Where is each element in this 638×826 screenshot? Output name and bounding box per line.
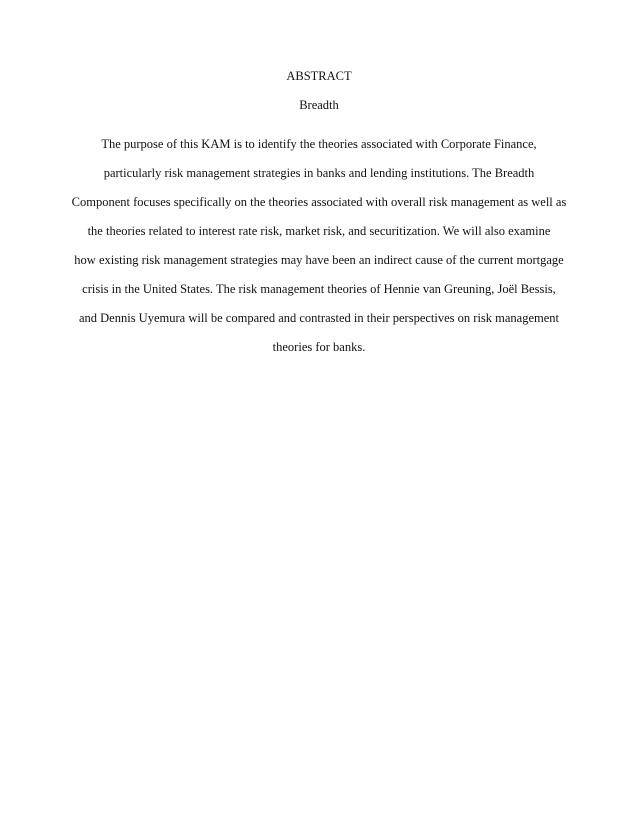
abstract-heading: ABSTRACT: [286, 69, 352, 83]
paragraph-line: particularly risk management strategies in banks and lending institutions. The Breadth: [103, 166, 535, 180]
paragraph-line: Component focuses specifically on the theories associated with overall risk management as well as: [71, 195, 567, 209]
breadth-subheading: Breadth: [299, 98, 339, 112]
paragraph-line: how existing risk management strategies may have been an indirect cause of the current mortgage: [74, 253, 564, 267]
paragraph-line: crisis in the United States. The risk management theories of Hennie van Greuning, Joël Bessis,: [82, 282, 556, 296]
paragraph-line: theories for banks.: [272, 340, 366, 354]
paragraph-line: the theories related to interest rate risk, market risk, and securitization. We will also examine: [87, 224, 551, 238]
paragraph-line: The purpose of this KAM is to identify the theories associated with Corporate Finance,: [101, 137, 537, 151]
paragraph-line: and Dennis Uyemura will be compared and contrasted in their perspectives on risk management: [78, 311, 560, 325]
